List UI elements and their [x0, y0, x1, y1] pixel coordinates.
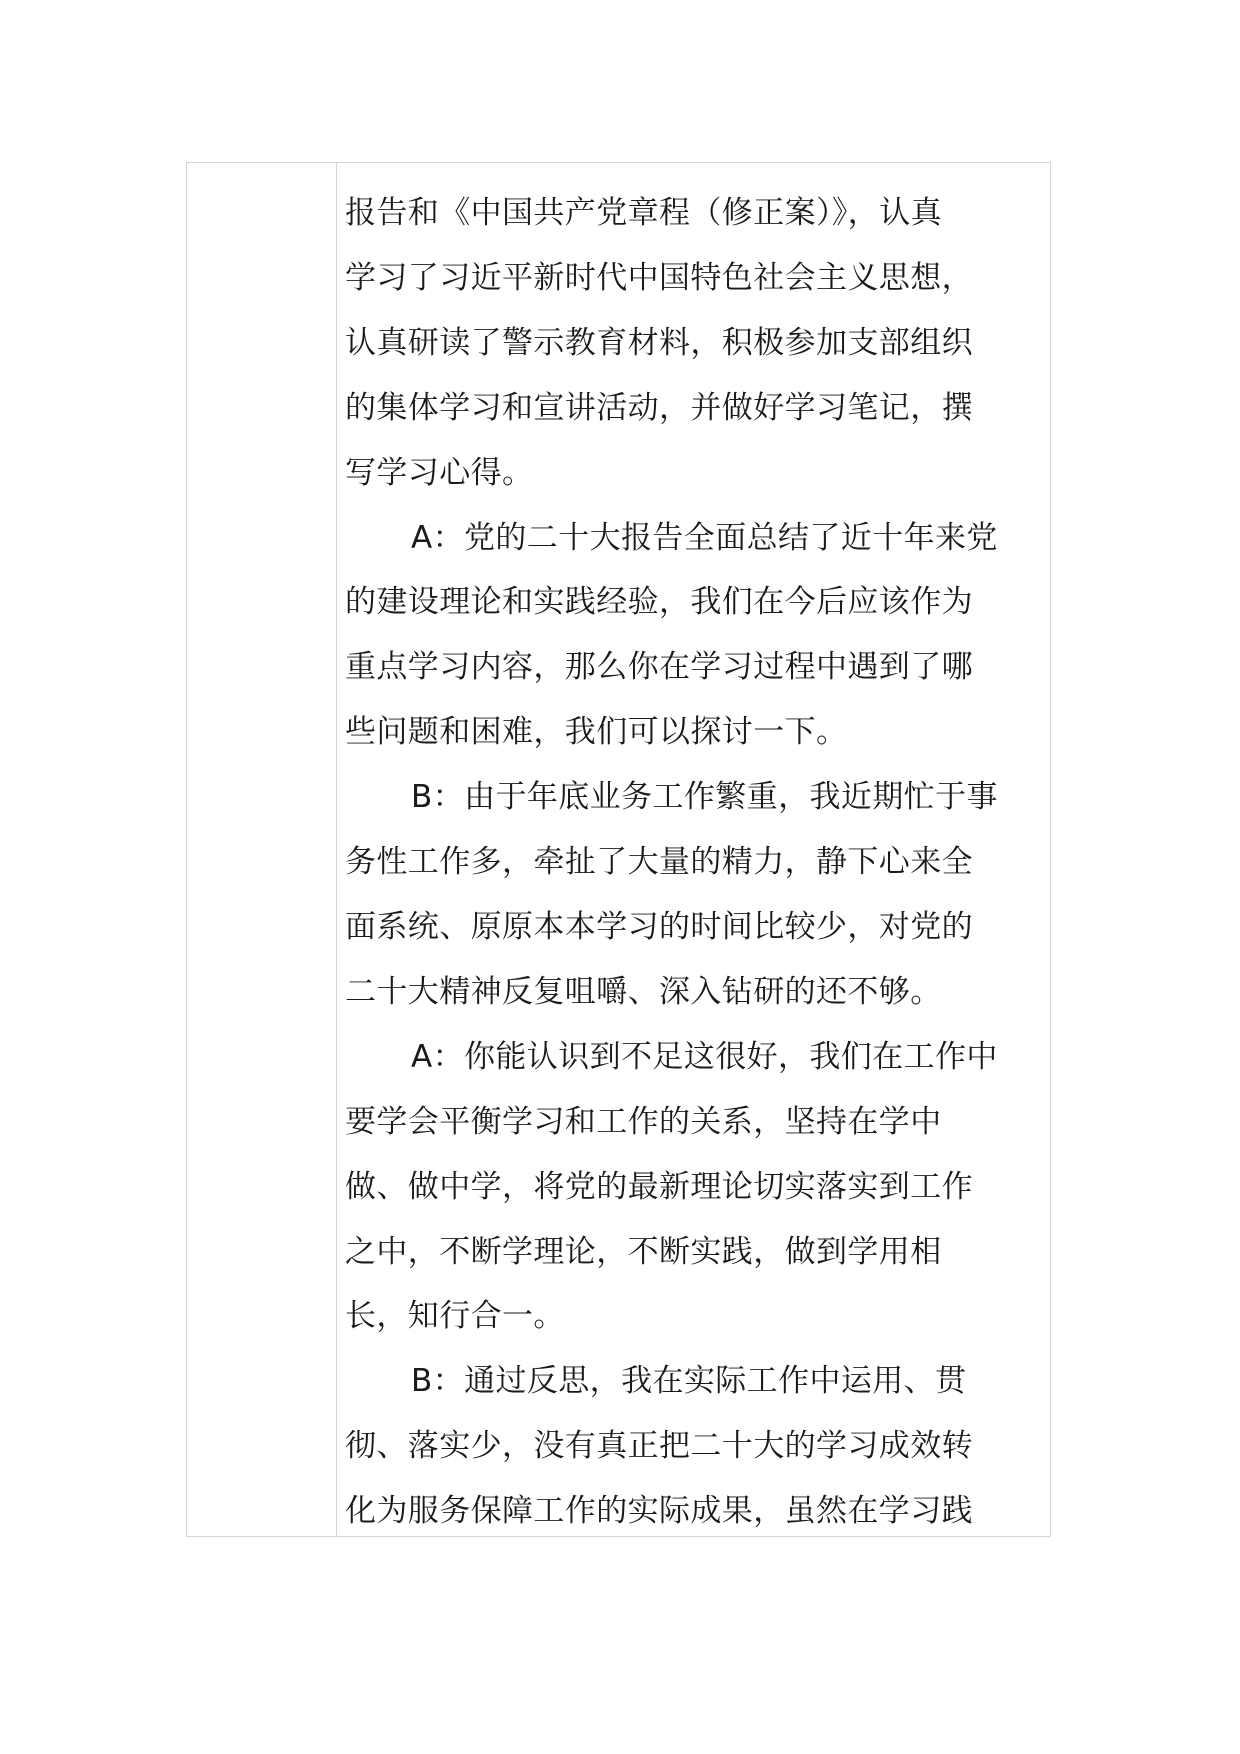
text-line: 些问题和困难，我们可以探讨一下。 — [345, 714, 848, 751]
text-line: 二十大精神反复咀嚼、深入钻研的还不够。 — [345, 973, 942, 1010]
paragraph — [345, 1025, 1042, 1350]
document-table — [186, 162, 1051, 1537]
text-line: B：通过反思，我在实际工作中运用、贯 — [411, 1363, 967, 1400]
text-line: 之中，不断学理论，不断实践，做到学用相 — [345, 1233, 942, 1270]
text-line: B：由于年底业务工作繁重，我近期忙于事 — [411, 779, 998, 816]
text-line: 做、做中学，将党的最新理论切实落实到工作 — [345, 1168, 973, 1205]
text-line: 务性工作多，牵扯了大量的精力，静下心来全 — [345, 844, 973, 881]
text-line: 重点学习内容，那么你在学习过程中遇到了哪 — [345, 649, 973, 686]
text-line: 的集体学习和宣讲活动，并做好学习笔记，撰 — [345, 389, 973, 426]
text-line: 报告和《中国共产党章程（修正案）》，认真 — [345, 195, 942, 231]
text-line: 认真研读了警示教育材料，积极参加支部组织 — [345, 324, 973, 361]
text-line: 面系统、原原本本学习的时间比较少，对党的 — [345, 908, 973, 945]
paragraph — [345, 765, 1042, 1025]
text-line: 长，知行合一。 — [345, 1298, 565, 1335]
text-line: 化为服务保障工作的实际成果，虽然在学习践 — [345, 1493, 973, 1530]
table-label-cell — [187, 163, 337, 1536]
text-line: A：你能认识到不足这很好，我们在工作中 — [411, 1038, 998, 1075]
paragraph — [345, 1349, 1042, 1536]
paragraph — [345, 181, 1042, 506]
paragraph — [345, 506, 1042, 766]
text-line: 的建设理论和实践经验，我们在今后应该作为 — [345, 584, 973, 621]
text-line: 彻、落实少，没有真正把二十大的学习成效转 — [345, 1428, 973, 1465]
text-line: 写学习心得。 — [345, 454, 534, 491]
text-line: A：党的二十大报告全面总结了近十年来党 — [411, 519, 998, 556]
text-line: 要学会平衡学习和工作的关系，坚持在学中 — [345, 1103, 942, 1140]
text-line: 学习了习近平新时代中国特色社会主义思想， — [345, 259, 973, 296]
table-content-cell — [337, 163, 1050, 1536]
